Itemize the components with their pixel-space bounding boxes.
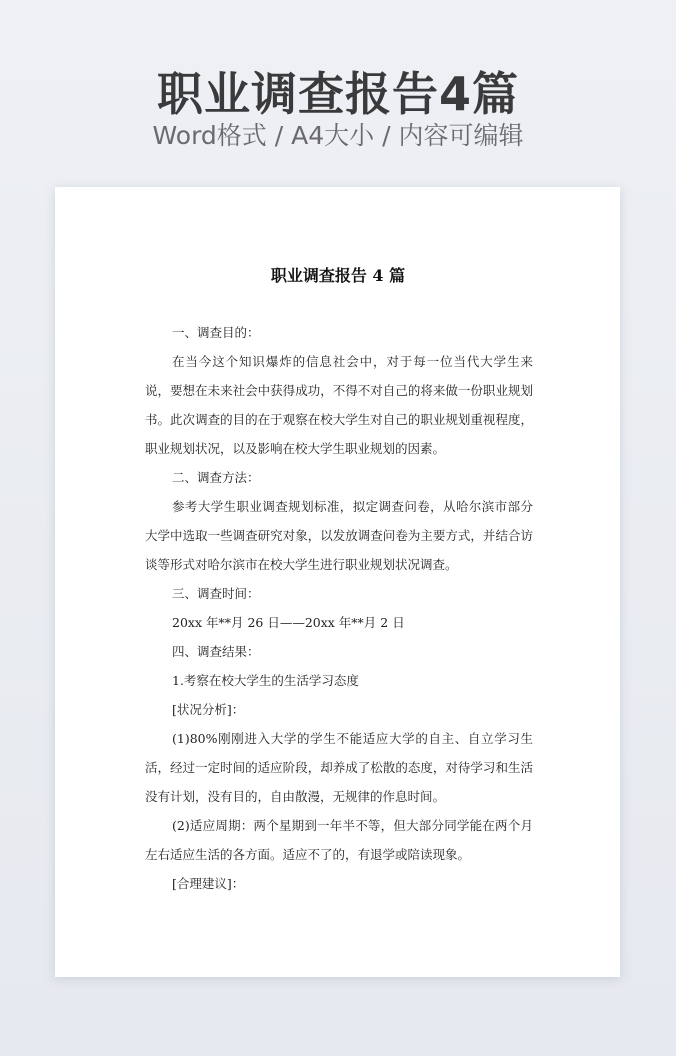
analysis-point-1: (1)80%刚刚进入大学的学生不能适应大学的自主、自立学习生活，经过一定时间的适应阶段，却养成了松散的态度，对待学习和生活没有计划，没有目的，自由散漫，无规律的作息时间。: [145, 731, 533, 804]
document-title: 职业调查报告 4 篇: [270, 266, 406, 285]
analysis-label: [状况分析]：: [172, 702, 245, 717]
suggestion-label: [合理建议]：: [172, 876, 245, 891]
section-heading-method: 二、调查方法：: [172, 470, 260, 485]
results-item-1: 1.考察在校大学生的生活学习态度: [172, 673, 359, 688]
document-body: [145, 318, 533, 898]
section-heading-purpose: 一、调查目的：: [172, 325, 260, 340]
paragraph-time: 20xx 年**月 26 日——20xx 年**月 2 日: [172, 615, 405, 630]
section-heading-results: 四、调查结果：: [172, 644, 260, 659]
paragraph-method: 参考大学生职业调查规划标准，拟定调查问卷，从哈尔滨市部分大学中选取一些调查研究对象，以发放调查问卷为主要方式，并结合访谈等形式对哈尔滨市在校大学生进行职业规划状况调查。: [145, 499, 533, 572]
section-heading-time: 三、调查时间：: [172, 586, 260, 601]
analysis-point-2: (2)适应周期：两个星期到一年半不等，但大部分同学能在两个月左右适应生活的各方面。适应不了的，有退学或陪读现象。: [145, 818, 533, 862]
paragraph-purpose: 在当今这个知识爆炸的信息社会中，对于每一位当代大学生来说，要想在未来社会中获得成功，不得不对自己的将来做一份职业规划书。此次调查的目的在于观察在校大学生对自己的职业规划重视程度，职业规划状况，以及影响在校大学生职业规划的因素。: [145, 354, 533, 456]
banner-title: 职业调查报告4篇: [156, 67, 519, 121]
banner-subtitle: Word格式 / A4大小 / 内容可编辑: [152, 121, 524, 150]
